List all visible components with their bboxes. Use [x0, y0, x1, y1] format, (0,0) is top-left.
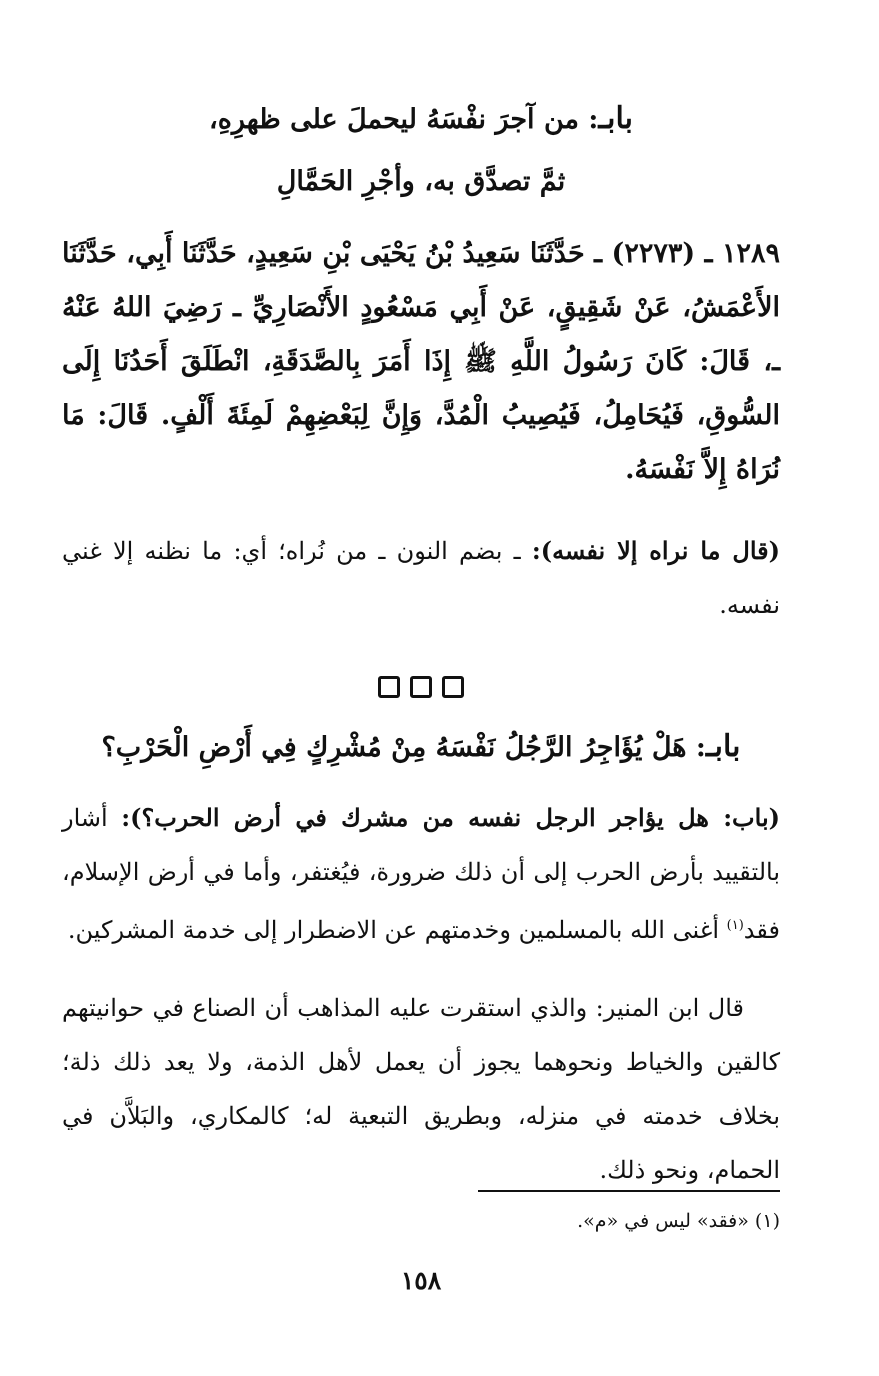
chapter-heading-2 — [62, 718, 780, 777]
square-ornament-icon — [378, 676, 400, 698]
bab-label: بابـ — [598, 101, 633, 136]
commentary-body: ـ بضم النون ـ من نُراه؛ أي: ما نظنه إلا غني نفسه. — [62, 537, 780, 619]
square-ornament-icon — [442, 676, 464, 698]
square-ornament-icon — [410, 676, 432, 698]
page-number: ١٥٨ — [400, 1266, 442, 1295]
commentary-paragraph-3: قال ابن المنير: والذي استقرت عليه المذاهب أن الصناع في حوانيتهم كالقين والخياط ونحوهما يجوز أن يعمل لأهل الذمة، ولا يعد ذلك ذلة؛ بخلاف خدمته في منزله، وبطريق التبعية له؛ كالمكاري، والبَلاَّن في الحمام، ونحو ذلك. — [62, 994, 780, 1184]
chapter-title-line-1: : من آجرَ نفْسَهُ ليحملَ على ظهرِهِ، — [209, 104, 599, 135]
bab-label: بابـ — [705, 729, 741, 764]
chapter-title-line-2: ثمَّ تصدَّق به، وأجْرِ الحَمَّالِ — [276, 166, 566, 197]
commentary-body-cont: أغنى الله بالمسلمين وخدمتهم عن الاضطرار إلى خدمة المشركين. — [67, 916, 727, 944]
hadith-text: ١٢٨٩ ـ (٢٢٧٣) ـ حَدَّثَنَا سَعِيدُ بْنُ يَحْيَى بْنِ سَعِيدٍ، حَدَّثَنَا أَبِي، حَدَّثَنَا الأَعْمَشُ، عَنْ شَقِيقٍ، عَنْ أَبِي مَسْعُودٍ الأَنْصَارِيِّ ـ رَضِيَ اللهُ عَنْهُ ـ، قَالَ: كَانَ رَسُولُ اللَّهِ ﷺ إِذَا أَمَرَ بِالصَّدَقَةِ، انْطَلَقَ أَحَدُنَا إِلَى السُّوقِ، فَيُحَامِلُ، فَيُصِيبُ الْمُدَّ، وَإِنَّ لِبَعْضِهِمْ لَمِئَةَ أَلْفٍ. قَالَ: مَا نُرَاهُ إِلاَّ نَفْسَهُ. — [62, 238, 780, 485]
commentary-lead: (باب: هل يؤاجر الرجل نفسه من مشرك في أرض الحرب؟): — [121, 803, 781, 832]
footnote: (١) «فقد» ليس في «م». — [577, 1210, 780, 1232]
commentary-paragraph-1 — [62, 524, 780, 632]
section-separator — [62, 676, 780, 698]
chapter-title: : هَلْ يُؤَاجِرُ الرَّجُلُ نَفْسَهُ مِنْ مُشْرِكٍ فِي أَرْضِ الْحَرْبِ؟ — [101, 732, 706, 763]
footnote-reference[interactable]: (١) — [726, 918, 744, 933]
footnote-divider — [478, 1190, 780, 1192]
document-page — [62, 88, 780, 1368]
commentary-lead: (قال ما نراه إلا نفسه): — [531, 536, 781, 565]
commentary-paragraph-2 — [62, 791, 780, 957]
commentary-body: أشار بالتقييد بأرض الحرب إلى أن ذلك ضرورة، فيُغتفر، وأما في أرض الإسلام، فقد — [62, 804, 780, 944]
chapter-heading-1 — [62, 88, 780, 213]
